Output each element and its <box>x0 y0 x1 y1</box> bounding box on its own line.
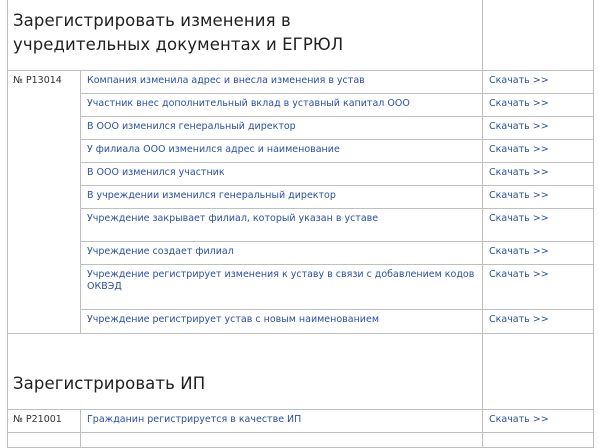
table-row <box>8 71 594 94</box>
download-cell <box>483 265 594 310</box>
download-link[interactable]: Скачать >> <box>489 190 549 201</box>
form-description-link[interactable]: Гражданин регистрируется в качестве ИП <box>87 414 302 425</box>
table-row <box>8 410 594 433</box>
download-link[interactable]: Скачать >> <box>489 246 549 257</box>
download-cell <box>483 140 594 163</box>
section-title-cell <box>8 0 483 71</box>
description-cell <box>81 71 483 94</box>
form-description-link[interactable]: Участник внес дополнительный вклад в уставный капитал ООО <box>87 98 410 109</box>
table-row <box>8 186 594 209</box>
table-row <box>8 433 594 448</box>
download-link[interactable]: Скачать >> <box>489 98 549 109</box>
form-number-cell <box>8 433 81 448</box>
description-cell <box>81 242 483 265</box>
form-description-link[interactable]: Компания изменила адрес и внесла изменения в устав <box>87 75 365 86</box>
section-title-cell <box>8 334 483 410</box>
download-link[interactable]: Скачать >> <box>489 414 549 425</box>
table-row <box>8 163 594 186</box>
table-row <box>8 209 594 242</box>
download-cell <box>483 117 594 140</box>
download-link[interactable]: Скачать >> <box>489 269 549 280</box>
table-row <box>8 117 594 140</box>
form-description-link[interactable]: В ООО изменился участник <box>87 167 225 178</box>
form-description-link[interactable]: Учреждение создает филиал <box>87 246 234 257</box>
description-cell <box>81 186 483 209</box>
section-title: Зарегистрировать ИП <box>13 374 206 393</box>
table-row <box>8 310 594 334</box>
download-link[interactable]: Скачать >> <box>489 144 549 155</box>
section-header-empty-cell <box>483 334 594 410</box>
form-description-link[interactable]: В ООО изменился генеральный директор <box>87 121 296 132</box>
download-cell <box>483 209 594 242</box>
table-row <box>8 94 594 117</box>
description-cell <box>81 310 483 334</box>
form-description-link[interactable]: У филиала ООО изменился адрес и наименование <box>87 144 340 155</box>
description-cell <box>81 265 483 310</box>
description-cell <box>81 163 483 186</box>
form-description-link[interactable]: Учреждение регистрирует изменения к уставу в связи с добавлением кодов ОКВЭД <box>87 269 475 292</box>
description-cell <box>81 410 483 433</box>
download-cell <box>483 71 594 94</box>
form-number: № Р21001 <box>13 414 62 425</box>
form-description-link[interactable]: Учреждение регистрирует устав с новым наименованием <box>87 314 379 325</box>
table-row <box>8 140 594 163</box>
form-number-cell <box>8 71 81 334</box>
table-row <box>8 265 594 310</box>
section-header-row <box>8 334 594 410</box>
section-header-empty-cell <box>483 0 594 71</box>
forms-table <box>7 0 594 448</box>
section-header-row <box>8 0 594 71</box>
section-title: Зарегистрировать изменения в учредительных документах и ЕГРЮЛ <box>13 11 344 54</box>
download-cell <box>483 186 594 209</box>
form-number: № Р13014 <box>13 75 62 86</box>
description-cell <box>81 433 483 448</box>
description-cell <box>81 209 483 242</box>
form-number-cell <box>8 410 81 433</box>
download-link[interactable]: Скачать >> <box>489 121 549 132</box>
download-cell <box>483 163 594 186</box>
download-cell <box>483 433 594 448</box>
download-link[interactable]: Скачать >> <box>489 75 549 86</box>
description-cell <box>81 140 483 163</box>
download-cell <box>483 242 594 265</box>
table-row <box>8 242 594 265</box>
download-link[interactable]: Скачать >> <box>489 213 549 224</box>
download-cell <box>483 310 594 334</box>
description-cell <box>81 117 483 140</box>
download-cell <box>483 94 594 117</box>
form-description-link[interactable]: Учреждение закрывает филиал, который указан в уставе <box>87 213 379 224</box>
description-cell <box>81 94 483 117</box>
form-description-link[interactable]: В учреждении изменился генеральный директор <box>87 190 336 201</box>
download-link[interactable]: Скачать >> <box>489 314 549 325</box>
download-cell <box>483 410 594 433</box>
download-link[interactable]: Скачать >> <box>489 167 549 178</box>
